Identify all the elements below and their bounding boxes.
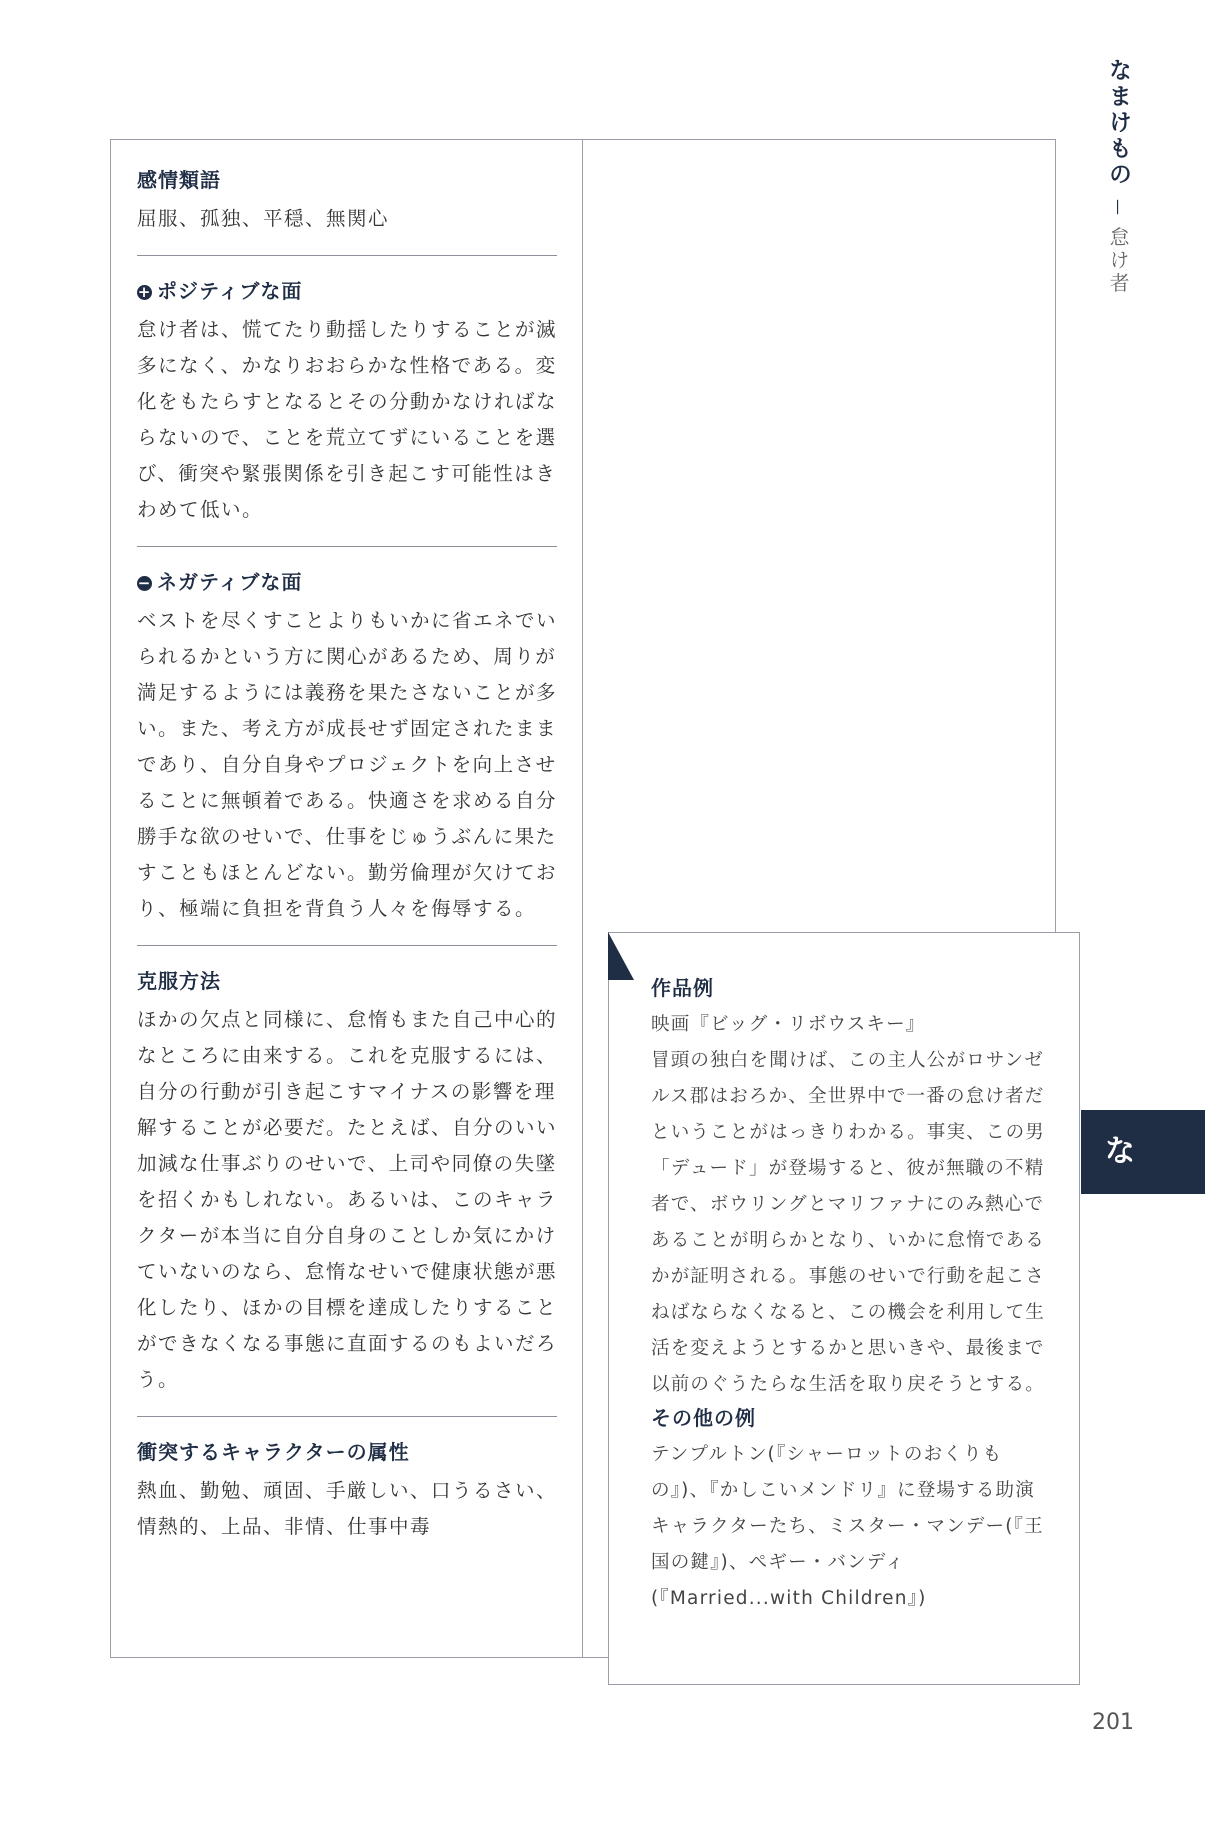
example-text: 冒頭の独白を聞けば、この主人公がロサンゼルス郡はおろか、全世界中で一番の怠け者だということがはっきりわかる。事実、この男「デュード」が登場すると、彼が無職の不精者で、ボウリングとマリファナにのみ熱心であることが明らかとなり、いかに怠惰であるかが証明される。事態のせいで行動を起こさねばならなくなると、この機会を利用して生活を変えようとするかと思いきや、最後まで以前のぐうたらな生活を取り戻そうとする。 bbox=[651, 1050, 1046, 1395]
column-divider bbox=[582, 139, 583, 1658]
negative-heading: ネガティブな面 bbox=[157, 570, 303, 594]
plus-icon: + bbox=[137, 283, 152, 301]
example-heading: 作品例 bbox=[651, 976, 714, 1000]
positive-section bbox=[137, 276, 557, 528]
positive-text: 怠け者は、慌てたり動揺したりすることが滅多になく、かなりおおらかな性格である。変化をもたらすとなるとその分動かなければならないので、ことを荒立てずにいることを選び、衝突や緊張関係を引き起こす可能性はきわめて低い。 bbox=[137, 318, 558, 521]
conflict-text: 熱血、勤勉、頑固、手厳しい、口うるさい、情熱的、上品、非情、仕事中毒 bbox=[137, 1479, 558, 1538]
negative-heading-row bbox=[137, 567, 557, 597]
conflict-heading: 衝突するキャラクターの属性 bbox=[137, 1440, 410, 1464]
overcome-text: ほかの欠点と同様に、怠惰もまた自己中心的なところに由来する。これを克服するには、自分の行動が引き起こすマイナスの影響を理解することが必要だ。たとえば、自分のいい加減な仕事ぶりのせいで、上司や同僚の失墜を招くかもしれない。あるいは、このキャラクターが本当に自分自身のことしか気にかけていないのなら、怠惰なせいで健康状態が悪化したり、ほかの目標を達成したりすることができなくなる事態に直面するのもよいだろう。 bbox=[137, 1008, 558, 1391]
overcome-section bbox=[137, 966, 557, 1398]
running-head-title: なまけもの bbox=[1105, 58, 1131, 188]
emotions-text: 屈服、孤独、平穏、無関心 bbox=[137, 207, 390, 230]
positive-heading-row bbox=[137, 276, 557, 306]
positive-heading: ポジティブな面 bbox=[157, 279, 303, 303]
overcome-heading: 克服方法 bbox=[137, 969, 221, 993]
left-column bbox=[137, 165, 557, 1545]
running-head bbox=[1095, 58, 1135, 295]
minus-icon: − bbox=[137, 574, 152, 592]
section-divider bbox=[137, 945, 557, 946]
example-corner-accent bbox=[608, 932, 634, 980]
other-examples-heading: その他の例 bbox=[651, 1406, 756, 1430]
emotions-heading: 感情類語 bbox=[137, 168, 221, 192]
section-divider bbox=[137, 1416, 557, 1417]
emotions-section bbox=[137, 165, 557, 237]
section-divider bbox=[137, 546, 557, 547]
section-tab: な bbox=[1081, 1110, 1205, 1194]
negative-section bbox=[137, 567, 557, 927]
example-work-title: 映画『ビッグ・リボウスキー』 bbox=[651, 1014, 926, 1035]
section-divider bbox=[137, 255, 557, 256]
other-examples-text: テンプルトン(『シャーロットのおくりもの』)、『かしこいメンドリ』に登場する助演キャラクターたち、ミスター・マンデー(『王国の鍵』)、ペギー・バンディ(『Married...with Children』) bbox=[651, 1444, 1044, 1609]
running-head-subtitle: 怠け者 bbox=[1106, 226, 1130, 296]
conflict-section bbox=[137, 1437, 557, 1545]
page-number: 201 bbox=[1092, 1710, 1134, 1735]
example-box bbox=[608, 932, 1080, 1685]
negative-text: ベストを尽くすことよりもいかに省エネでいられるかという方に関心があるため、周りが満足するようには義務を果たさないことが多い。また、考え方が成長せず固定されたままであり、自分自身やプロジェクトを向上させることに無頓着である。快適さを求める自分勝手な欲のせいで、仕事をじゅうぶんに果たすこともほとんどない。勤労倫理が欠けており、極端に負担を背負う人々を侮辱する。 bbox=[137, 609, 558, 920]
running-head-dash: — bbox=[1109, 199, 1128, 216]
